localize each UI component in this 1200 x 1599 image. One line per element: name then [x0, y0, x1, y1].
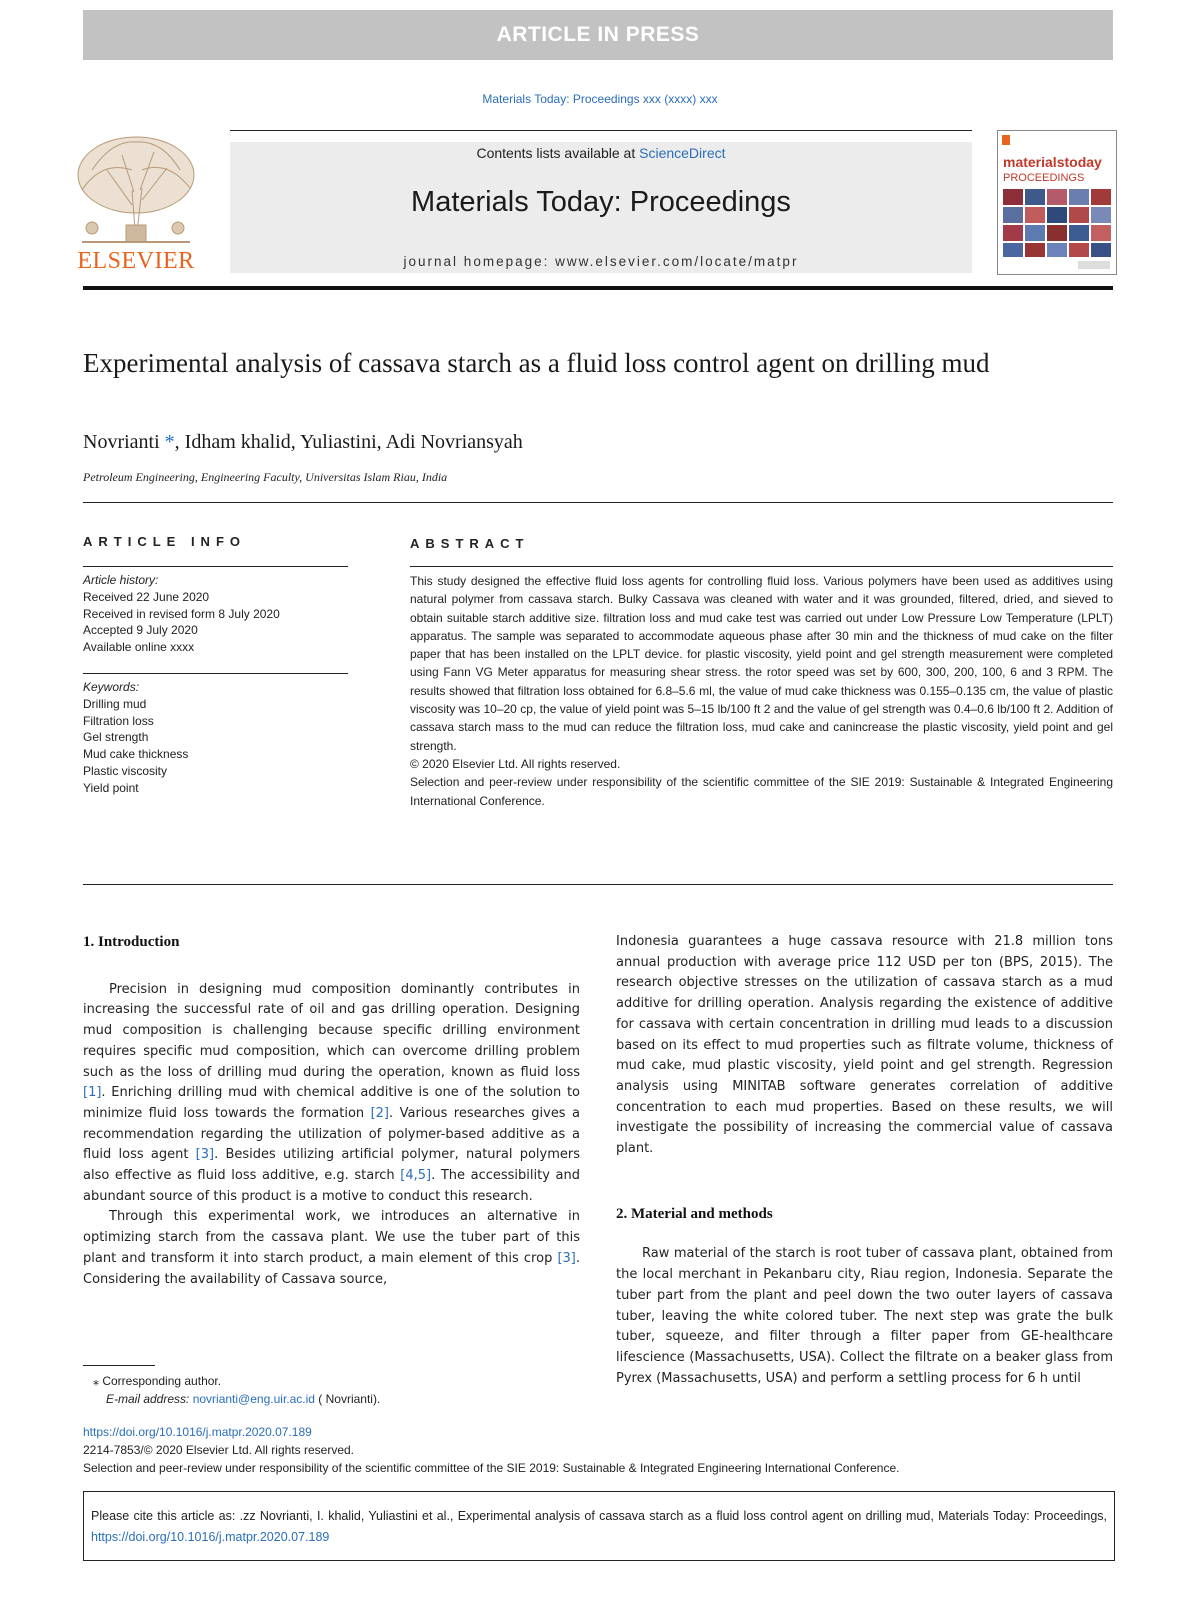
ref-link[interactable]: [2] [370, 1105, 390, 1121]
first-author: Novrianti [83, 431, 160, 453]
title-divider [83, 502, 1113, 503]
article-info-rule [83, 566, 348, 567]
issn-line: 2214-7853/© 2020 Elsevier Ltd. All rights reserved. [83, 1443, 354, 1457]
methods-heading: 2. Material and methods [616, 1205, 773, 1222]
ref-link[interactable]: [3] [557, 1250, 576, 1266]
abstract-rule [410, 566, 1113, 567]
cite-doi-link[interactable]: https://doi.org/10.1016/j.matpr.2020.07.189 [91, 1530, 330, 1544]
ref-link[interactable]: [3] [195, 1147, 215, 1163]
abstract-copyright: © 2020 Elsevier Ltd. All rights reserved. [410, 756, 621, 771]
footnote-rule [83, 1365, 155, 1366]
methods-paragraph-1: Raw material of the starch is root tuber of cassava plant, obtained from the local merchant in Pekanbaru city, Riau region, Indonesia. Separate the tuber part from the plant and peel down the two outer layers of cassava tuber, leaving the white colored tuber. The next step was grate the bulk tuber, squeeze, and filter through a filter paper from GE-healthcare lifescience (Massachusetts, USA). Collect the filtrate on a beaker glass from Pyrex (Massachusetts, USA) and perform a settling process for 6 h until [616, 1246, 1113, 1386]
doi-link[interactable]: https://doi.org/10.1016/j.matpr.2020.07.189 [83, 1425, 312, 1439]
ref-link[interactable]: [4,5] [400, 1168, 432, 1184]
email-label: E-mail address: [106, 1392, 193, 1406]
abstract-body [410, 572, 1113, 810]
cite-text [91, 1506, 1107, 1548]
footnote-star: ⁎ [93, 1374, 99, 1388]
body-right-column [616, 932, 1113, 1389]
homepage-url[interactable]: www.elsevier.com/locate/matpr [555, 254, 799, 269]
author-email-link[interactable]: novrianti@eng.uir.ac.id [192, 1392, 315, 1406]
history-label: Article history: [83, 573, 159, 587]
intro-paragraph-3: Indonesia guarantees a huge cassava resource with 21.8 million tons annual production with average price 112 USD per ton (BPS, 2015). The research objective stresses on the utilization of cassava starch as a mud additive for drilling operation. Analysis regarding the existence of additive for cassava with certain concentration in drilling mud leads to a discussion based on its effect to mud properties such as filtrate volume, thickness of mud cake, mud plastic viscosity, yield point and gel strength. Regression analysis using MINITAB software generates correlation of additive concentration to each mud properties. Based on these results, we will investigate the possibility of increasing the commercial value of cassava plant. [616, 934, 1113, 1157]
article-info-heading: ARTICLE INFO [83, 534, 246, 549]
elsevier-wordmark: ELSEVIER [77, 248, 195, 274]
email-suffix: ( Novrianti). [314, 1392, 381, 1406]
abstract-heading: ABSTRACT [410, 536, 530, 551]
keyword-item: Drilling mud [83, 696, 147, 711]
ref-link[interactable]: [1] [83, 1085, 102, 1101]
keyword-item: Gel strength [83, 730, 149, 745]
intro-paragraph-2: Through this experimental work, we introduces an alternative in optimizing starch from the cassava plant. We use the tuber part of this plant and transform it into starch product, a main element of this crop [3]. Considering the availability of Cassava source, [83, 1209, 580, 1287]
keywords [83, 679, 348, 797]
history-revised: Received in revised form 8 July 2020 [83, 606, 280, 621]
history-online: Available online xxxx [83, 640, 195, 655]
cite-body: Please cite this article as: .zz Novrianti, I. khalid, Yuliastini et al., Experimental analysis of cassava starch as a fluid loss control agent on drilling mud, Materials Today: Proceedings, [91, 1509, 1107, 1523]
sciencedirect-link[interactable]: ScienceDirect [639, 145, 726, 161]
homepage-prefix: journal homepage: [403, 254, 556, 269]
article-in-press-banner [83, 10, 1113, 60]
affiliation: Petroleum Engineering, Engineering Faculty, Universitas Islam Riau, India [83, 470, 448, 484]
abstract-divider [83, 884, 1113, 885]
other-authors: , Idham khalid, Yuliastini, Adi Novriansyah [174, 431, 523, 453]
footnote [83, 1372, 583, 1408]
article-title: Experimental analysis of cassava starch as a fluid loss control agent on drilling mud [83, 348, 990, 378]
contents-line [230, 145, 972, 161]
intro-paragraph-1: Precision in designing mud composition dominantly contributes in increasing the successful rate of oil and gas drilling operation. Designing mud composition is challenging because specific drilling environment requires specific mud composition, which can overcome drilling problem such as the loss of drilling mud during the operation, known as fluid loss [1]. Enriching drilling mud with chemical additive is one of the solution to minimize fluid loss towards the formation [2]. Various researches gives a recommendation regarding the utilization of polymer-based additive as a fluid loss agent [3]. Besides utilizing artificial polymer, natural polymers also effective as fluid loss additive, e.g. starch [4,5]. The accessibility and abundant source of this product is a motive to conduct this research. [83, 981, 580, 1204]
keywords-rule [83, 673, 348, 674]
banner-text: ARTICLE IN PRESS [496, 23, 700, 46]
author-list [83, 431, 1083, 454]
footnote-label: Corresponding author. [99, 1374, 222, 1388]
history-accepted: Accepted 9 July 2020 [83, 623, 198, 638]
abstract-selection: Selection and peer-review under responsibility of the scientific committee of the SIE 2019: Sustainable & Integrated Engineering International Conference. [410, 775, 1113, 808]
journal-reference[interactable]: Materials Today: Proceedings xxx (xxxx) xxx [482, 92, 718, 106]
cover-subtitle-text: PROCEEDINGS [1003, 172, 1085, 184]
corresponding-author-marker[interactable]: * [159, 431, 175, 453]
keyword-item: Yield point [83, 780, 139, 795]
header-top-rule [230, 130, 972, 131]
selection-footer: Selection and peer-review under responsibility of the scientific committee of the SIE 2019: Sustainable & Integrated Engineering International Conference. [83, 1461, 900, 1475]
contents-prefix: Contents lists available at [476, 145, 640, 161]
article-history [83, 572, 348, 656]
keyword-item: Plastic viscosity [83, 763, 168, 778]
keywords-label: Keywords: [83, 680, 140, 694]
journal-homepage [230, 254, 972, 269]
introduction-heading: 1. Introduction [83, 934, 180, 950]
body-left-column [83, 932, 580, 1290]
history-received: Received 22 June 2020 [83, 589, 210, 604]
journal-title: Materials Today: Proceedings [411, 186, 791, 218]
keyword-item: Mud cake thickness [83, 747, 189, 762]
cover-title-text: materialstoday [1003, 154, 1102, 170]
header-thick-rule [83, 286, 1113, 290]
journal-cover-thumbnail [997, 130, 1117, 275]
keyword-item: Filtration loss [83, 713, 154, 728]
abstract-text: This study designed the effective fluid loss agents for controlling fluid loss. Various polymers have been used as additives using natural polymer from cassava starch. Bulky Cassava was cleaned with water and it was grounded, filtered, dried, and sieved to obtain suitable starch additive size. filtration loss and mud cake test was carried out under Low Pressure Low Temperature (LPLT) apparatus. The sample was separated to accommodate aqueous phase after 30 min and the thickness of mud cake on the filter paper that has been installed on the LPLT device. for plastic viscosity, yield point and gel strength measurement were completed using Fann VG Meter apparatus for measuring shear stress. the rotor speed was set by 600, 300, 200, 100, 6 and 3 RPM. The results showed that filtration loss obtained for 6.8–5.6 ml, the value of mud cake thickness was 0.155–0.135 cm, the value of plastic viscosity was 10–20 cp, the value of yield point was 5–15 lb/100 ft 2 and the value of gel strength was 0.4–0.6 lb/100 ft 2. Addition of cassava starch mass to the mud can reduce the filtration loss, mud cake and canincrease the plastic viscosity, yield point and gel strength. [410, 574, 1113, 753]
